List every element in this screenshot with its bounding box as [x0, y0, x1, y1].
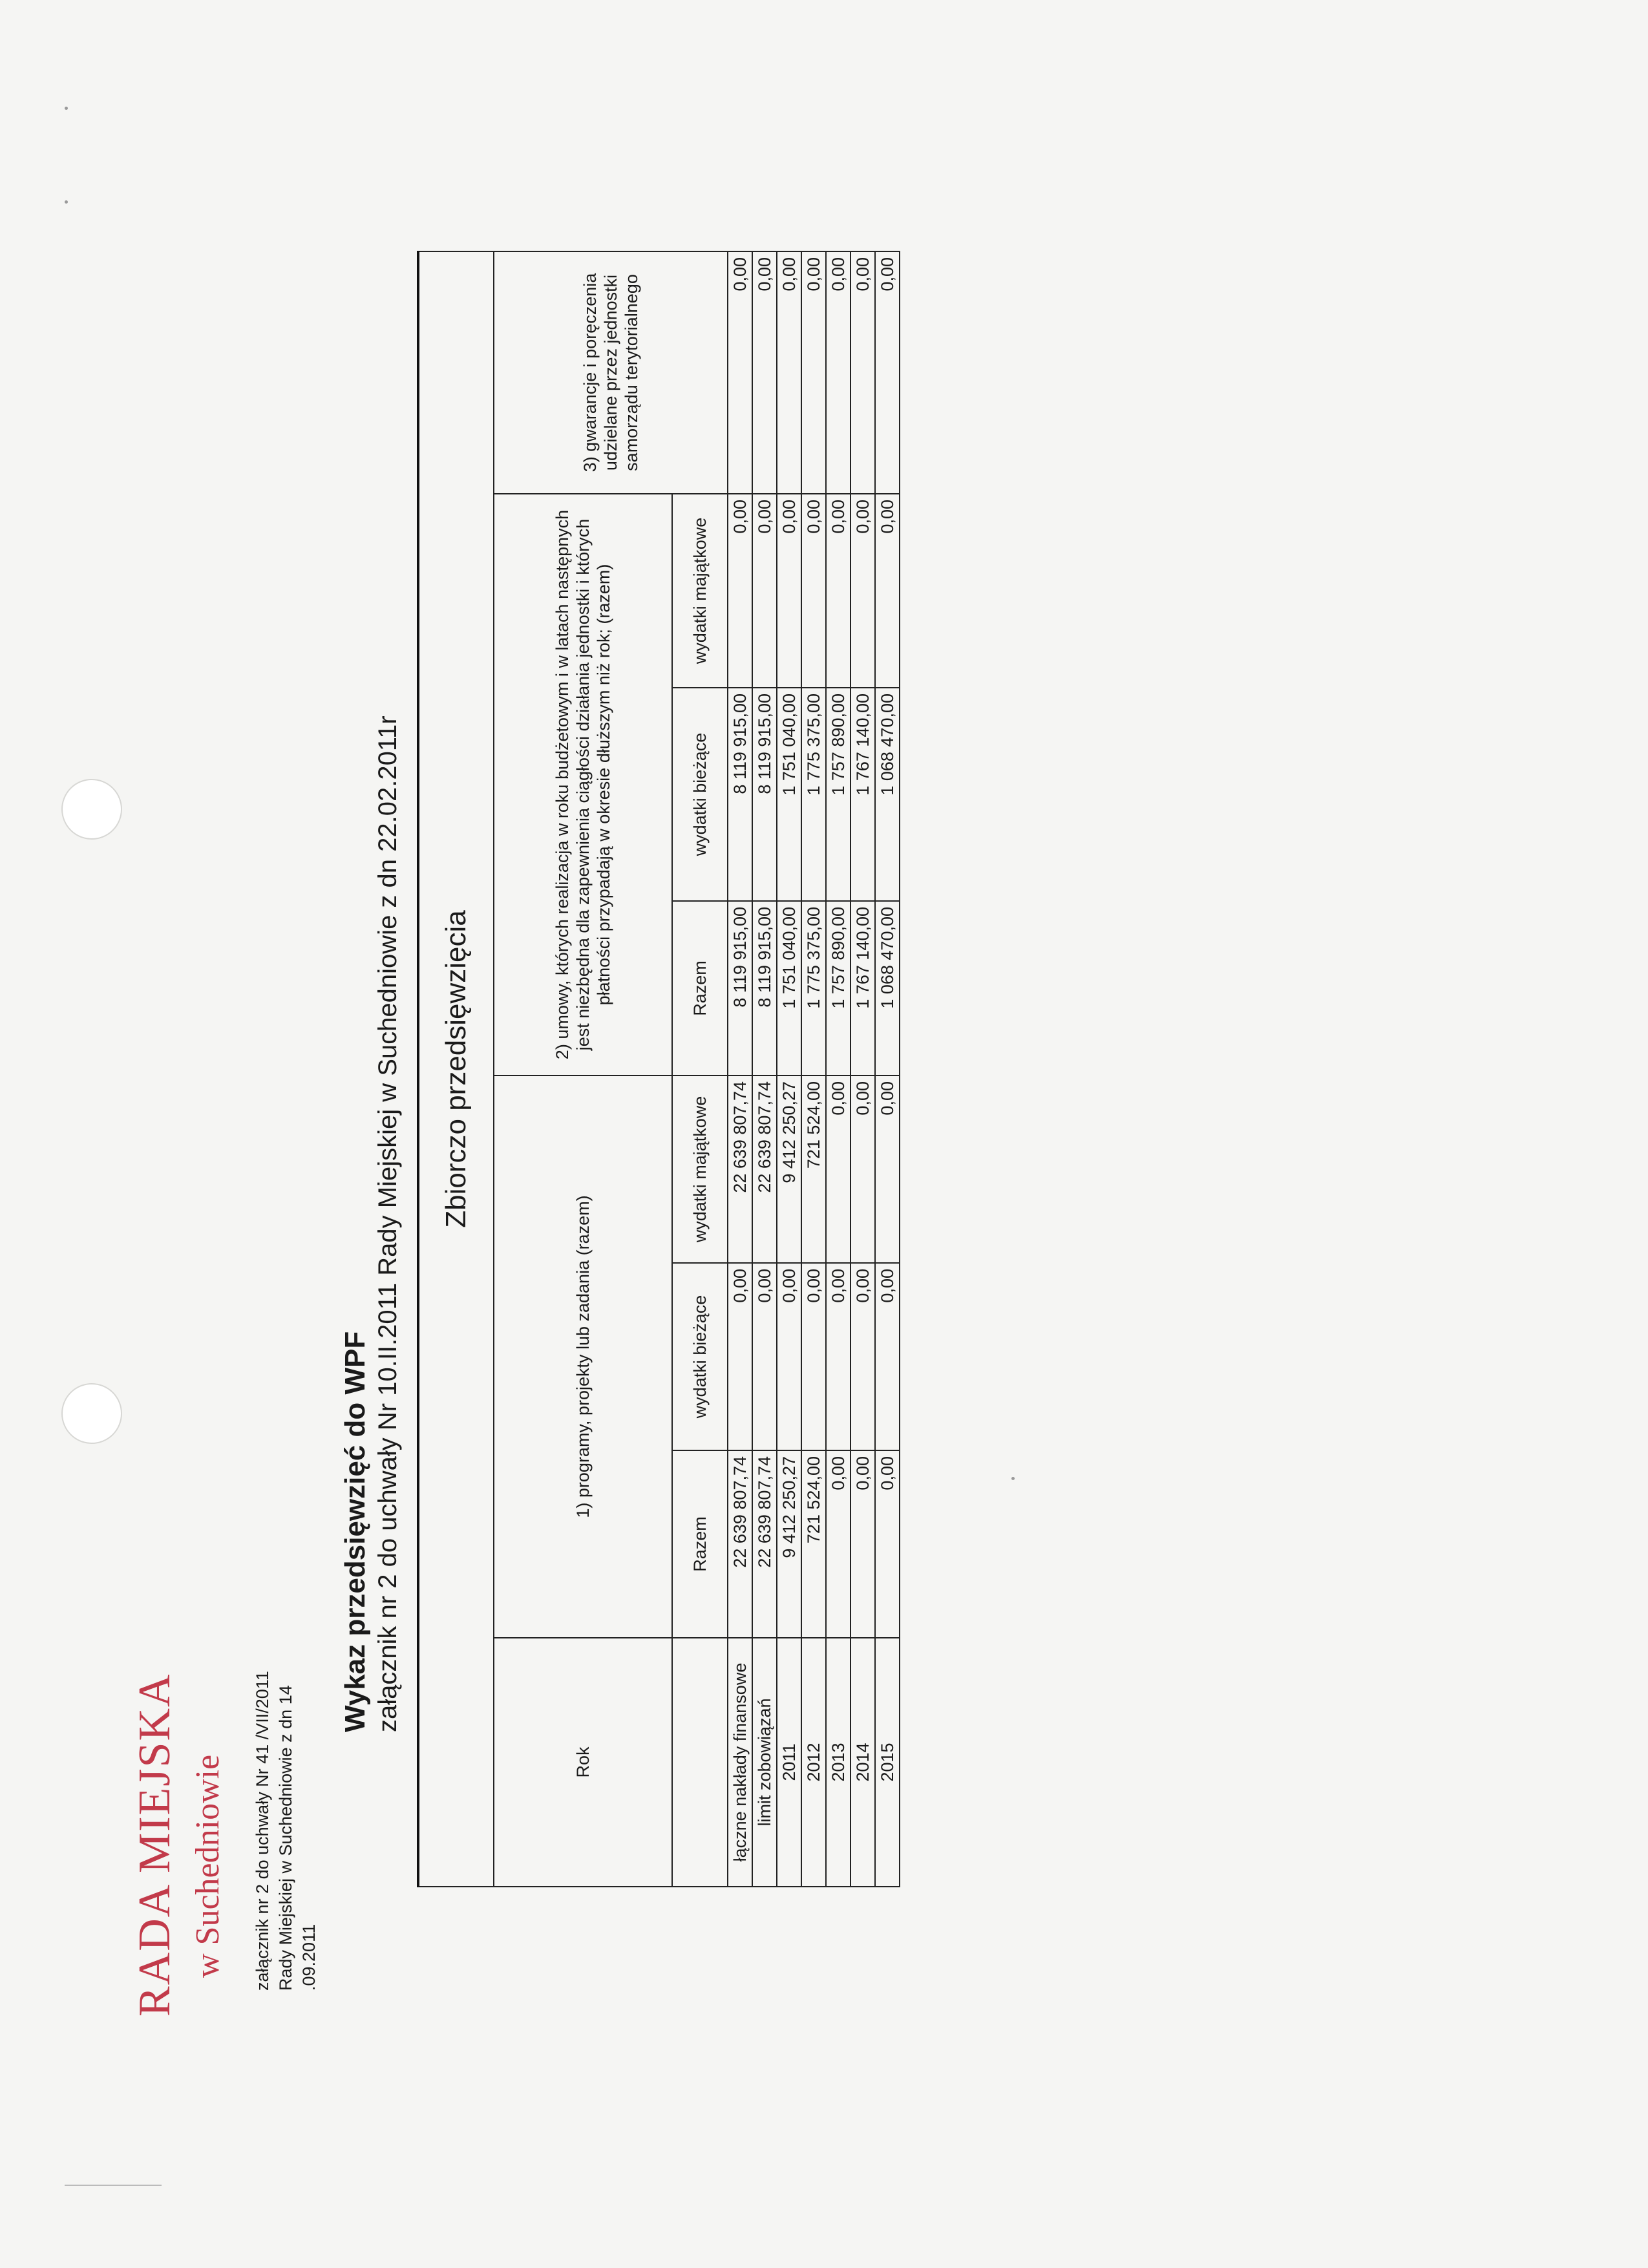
header-umowy-biezace: wydatki bieżące	[672, 688, 728, 901]
attachment-note-line-2: Rady Miejskiej w Suchedniowie z dn 14	[276, 1685, 295, 1991]
table-row	[752, 251, 777, 1887]
council-stamp	[129, 1673, 227, 2017]
cell-p-biezace: 0,00	[826, 1263, 850, 1450]
cell-p-razem: 721 524,00	[801, 1450, 826, 1638]
table-header	[418, 251, 728, 1887]
scan-speck	[65, 200, 68, 204]
cell-u-biezace: 1 775 375,00	[801, 688, 826, 901]
cell-u-biezace: 1 751 040,00	[777, 688, 801, 901]
cell-p-biezace: 0,00	[850, 1263, 875, 1450]
table-row	[728, 251, 752, 1887]
cell-u-biezace: 8 119 915,00	[728, 688, 752, 901]
punch-hole-top	[61, 779, 122, 840]
cell-u-biezace: 1 068 470,00	[875, 688, 900, 901]
cell-gwarancje: 0,00	[850, 251, 875, 494]
cell-u-razem: 1 775 375,00	[801, 901, 826, 1076]
cell-u-razem: 1 767 140,00	[850, 901, 875, 1076]
header-rok-spacer	[672, 1638, 728, 1887]
cell-p-majatkowe: 22 639 807,74	[752, 1076, 777, 1263]
cell-u-majatkowe: 0,00	[728, 494, 752, 688]
cell-u-majatkowe: 0,00	[777, 494, 801, 688]
document-subtitle: załącznik nr 2 do uchwały Nr 10.II.2011 Rady Miejskiej w Suchedniowie z dn 22.02.2011r	[374, 715, 402, 1732]
stamp-line-2: w Suchedniowie	[189, 1754, 226, 1978]
cell-gwarancje: 0,00	[826, 251, 850, 494]
table-row	[875, 251, 900, 1887]
cell-p-razem: 0,00	[875, 1450, 900, 1638]
cell-p-majatkowe: 0,00	[850, 1076, 875, 1263]
table-body	[728, 251, 900, 1887]
projects-table	[417, 251, 900, 1887]
attachment-note	[251, 1409, 321, 1991]
table-row	[850, 251, 875, 1887]
row-label: 2013	[826, 1638, 850, 1887]
row-label: 2011	[777, 1638, 801, 1887]
cell-p-majatkowe: 721 524,00	[801, 1076, 826, 1263]
table-row	[826, 251, 850, 1887]
cell-p-biezace: 0,00	[777, 1263, 801, 1450]
cell-p-majatkowe: 22 639 807,74	[728, 1076, 752, 1263]
cell-u-majatkowe: 0,00	[801, 494, 826, 688]
cell-p-biezace: 0,00	[752, 1263, 777, 1450]
cell-p-razem: 22 639 807,74	[752, 1450, 777, 1638]
row-label: 2014	[850, 1638, 875, 1887]
group-title: Zbiorczo przedsięwzięcia	[418, 251, 494, 1887]
attachment-note-line-3: .09.2011	[299, 1924, 319, 1991]
cell-gwarancje: 0,00	[777, 251, 801, 494]
document-title: Wykaz przedsięwzięć do WPF	[339, 1331, 371, 1732]
table-row	[777, 251, 801, 1887]
header-gwarancje: 3) gwarancje i poręczenia udzielane przez jednostki samorządu terytorialnego	[494, 251, 728, 494]
row-label: limit zobowiązań	[752, 1638, 777, 1887]
cell-u-majatkowe: 0,00	[875, 494, 900, 688]
header-rok: Rok	[494, 1638, 672, 1887]
cell-p-majatkowe: 0,00	[826, 1076, 850, 1263]
cell-u-biezace: 1 757 890,00	[826, 688, 850, 901]
cell-gwarancje: 0,00	[875, 251, 900, 494]
cell-gwarancje: 0,00	[728, 251, 752, 494]
row-label: 2015	[875, 1638, 900, 1887]
attachment-note-line-1: załącznik nr 2 do uchwały Nr 41 /VII/2011	[253, 1671, 272, 1991]
cell-u-razem: 1 068 470,00	[875, 901, 900, 1076]
cell-p-majatkowe: 9 412 250,27	[777, 1076, 801, 1263]
header-programy-razem: Razem	[672, 1450, 728, 1638]
header-programy-biezace: wydatki bieżące	[672, 1263, 728, 1450]
header-programy-majatkowe: wydatki majątkowe	[672, 1076, 728, 1263]
cell-u-majatkowe: 0,00	[752, 494, 777, 688]
row-label: łączne nakłady finansowe	[728, 1638, 752, 1887]
header-umowy: 2) umowy, których realizacja w roku budżetowym i w latach następnych jest niezbędna dla zapewnienia ciągłości działania jednostki i których płatności przypadają w okresie dłuższym niż rok; (razem)	[494, 494, 672, 1076]
cell-u-razem: 8 119 915,00	[728, 901, 752, 1076]
cell-u-majatkowe: 0,00	[826, 494, 850, 688]
cell-gwarancje: 0,00	[801, 251, 826, 494]
row-label: 2012	[801, 1638, 826, 1887]
cell-u-biezace: 8 119 915,00	[752, 688, 777, 901]
cell-p-biezace: 0,00	[801, 1263, 826, 1450]
page-edge-mark	[65, 2185, 162, 2186]
cell-u-biezace: 1 767 140,00	[850, 688, 875, 901]
cell-p-biezace: 0,00	[875, 1263, 900, 1450]
cell-gwarancje: 0,00	[752, 251, 777, 494]
stamp-line-1: RADA MIEJSKA	[130, 1673, 180, 2017]
cell-u-razem: 1 751 040,00	[777, 901, 801, 1076]
punch-hole-bottom	[61, 1383, 122, 1444]
header-umowy-razem: Razem	[672, 901, 728, 1076]
cell-u-razem: 1 757 890,00	[826, 901, 850, 1076]
cell-p-razem: 0,00	[826, 1450, 850, 1638]
header-programy: 1) programy, projekty lub zadania (razem)	[494, 1076, 672, 1638]
scan-speck	[1011, 1477, 1015, 1480]
rotated-page-content	[129, 233, 924, 2017]
cell-p-razem: 9 412 250,27	[777, 1450, 801, 1638]
cell-p-razem: 22 639 807,74	[728, 1450, 752, 1638]
cell-p-majatkowe: 0,00	[875, 1076, 900, 1263]
cell-u-razem: 8 119 915,00	[752, 901, 777, 1076]
table-row	[801, 251, 826, 1887]
cell-p-biezace: 0,00	[728, 1263, 752, 1450]
cell-u-majatkowe: 0,00	[850, 494, 875, 688]
cell-p-razem: 0,00	[850, 1450, 875, 1638]
header-umowy-majatkowe: wydatki majątkowe	[672, 494, 728, 688]
scan-speck	[65, 107, 68, 110]
